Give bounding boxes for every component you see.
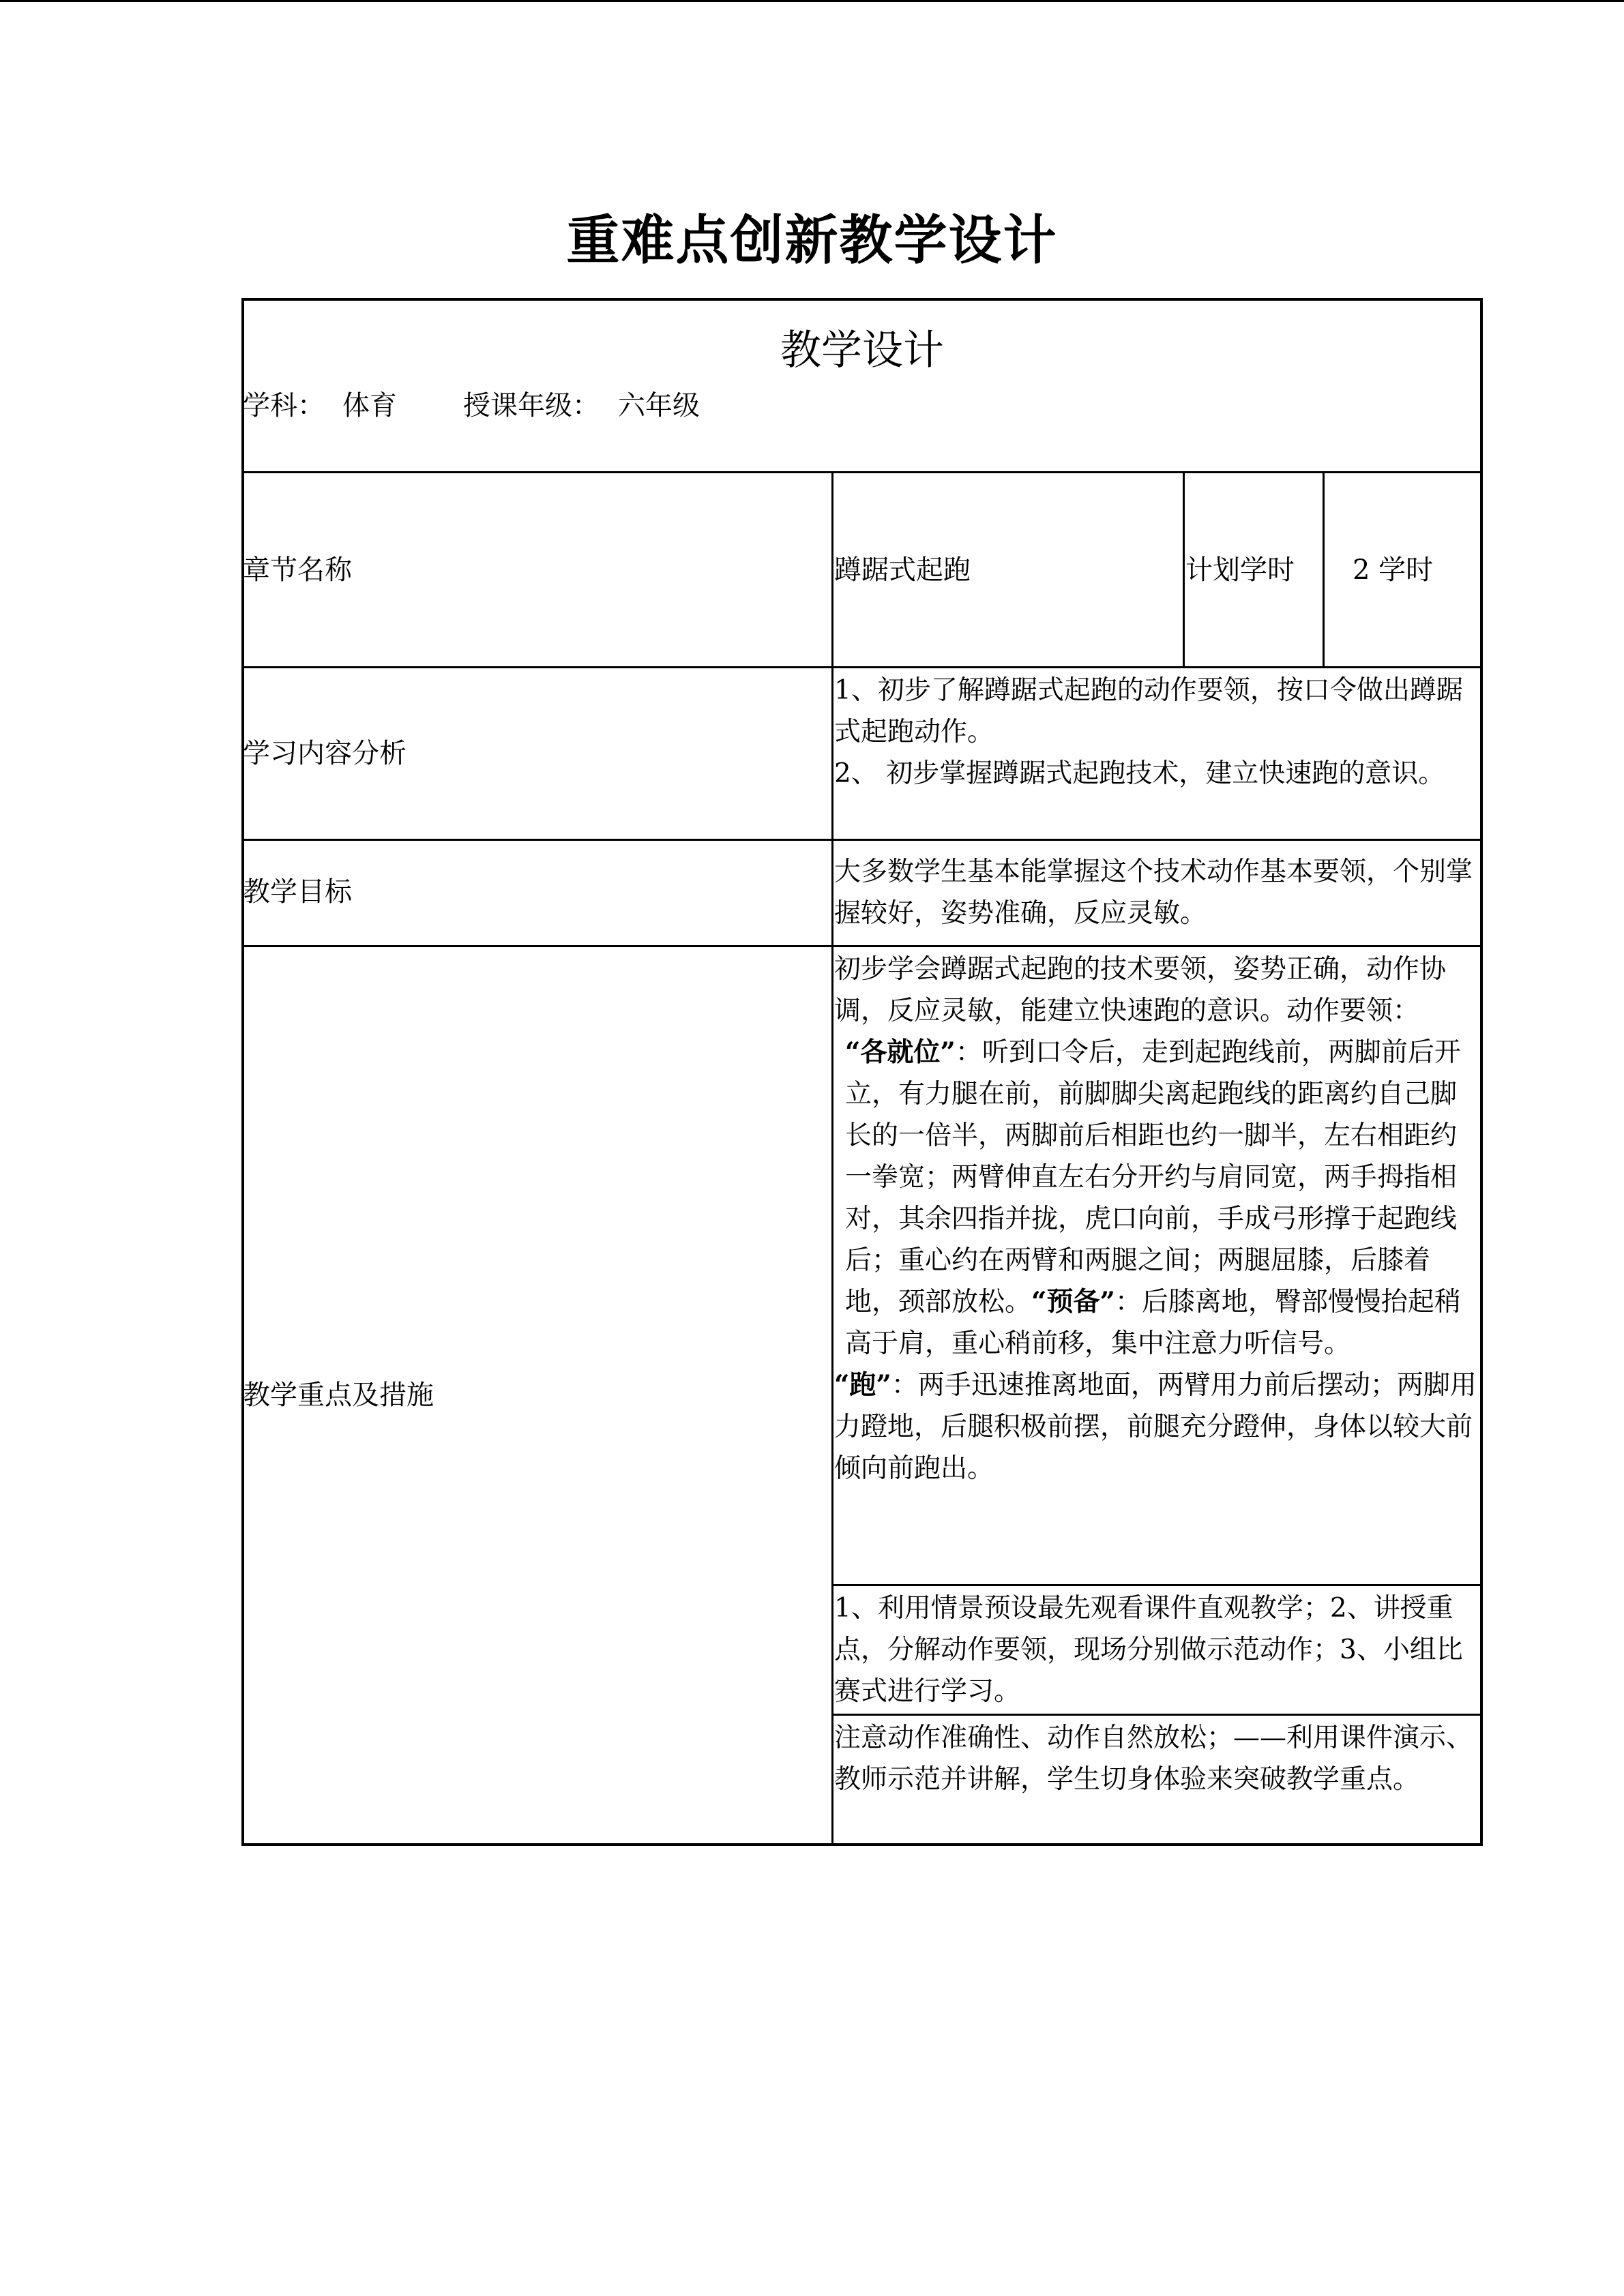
- top-border-line: [0, 0, 1624, 2]
- objectives-label: 教学目标: [243, 876, 352, 908]
- key-points-label: 教学重点及措施: [243, 1380, 434, 1411]
- content-analysis-item-2: 2、 初步掌握蹲踞式起跑技术，建立快速跑的意识。: [834, 758, 1445, 789]
- row-divider: [241, 471, 1483, 473]
- teaching-measures-text: 1、利用情景预设最先观看课件直观教学；2、讲授重点，分解动作要领，现场分别做示范动作；3、小组比赛式进行学习。: [834, 1593, 1463, 1707]
- content-analysis-text: [834, 670, 1479, 794]
- go-paragraph: [834, 1365, 1479, 1489]
- objectives-text: 大多数学生基本能掌握这个技术动作基本要领，个别掌握较好，姿势准确，反应灵敏。: [834, 856, 1473, 929]
- column-divider: [1183, 471, 1185, 667]
- ready-paragraph: [834, 1032, 1479, 1365]
- key-points-intro: 初步学会蹲踞式起跑的技术要领，姿势正确，动作协调，反应灵敏，能建立快速跑的意识。动作要领：: [834, 954, 1447, 1026]
- cell-divider: [831, 1584, 1483, 1586]
- ready-text: ：听到口令后，走到起跑线前，两脚前后开立，有力腿在前，前脚脚尖离起跑线的距离约自己脚长的一倍半，两脚前后相距也约一脚半，左右相距约一拳宽；两臂伸直左右分开约与肩同宽，两手拇指相对，其余四指并拢，虎口向前，手成弓形撑于起跑线后；重心约在两臂和两腿之间；两腿屈膝，后膝着地，颈部放松。: [845, 1037, 1461, 1317]
- row-divider: [241, 945, 1483, 947]
- planned-hours-label: 计划学时: [1185, 554, 1295, 586]
- content-analysis-item-1: 1、初步了解蹲踞式起跑的动作要领，按口令做出蹲踞式起跑动作。: [834, 675, 1463, 747]
- go-term: “跑”: [834, 1369, 891, 1401]
- subject-label: 学科：: [243, 390, 325, 421]
- chapter-label: 章节名称: [243, 554, 352, 586]
- key-points-text: [834, 949, 1479, 1489]
- row-divider: [241, 839, 1483, 841]
- content-analysis-label: 学习内容分析: [243, 738, 407, 769]
- set-text: ：后膝离地，臀部慢慢抬起稍高于肩，重心稍前移，集中注意力听信号。: [845, 1287, 1461, 1359]
- go-text: ：两手迅速推离地面，两臂用力前后摆动；两脚用力蹬地，后腿积极前摆，前腿充分蹬伸，身体以较大前倾向前跑出。: [834, 1370, 1477, 1484]
- subject-value: 体育: [342, 390, 397, 421]
- grade-value: 六年级: [618, 390, 700, 421]
- planned-hours-value: 2 学时: [1353, 554, 1434, 586]
- ready-term: “各就位”: [845, 1037, 956, 1068]
- column-divider: [831, 471, 833, 1846]
- document-title: 重难点创新教学设计: [566, 209, 1058, 271]
- row-divider: [241, 666, 1483, 668]
- grade-label: 授课年级：: [463, 390, 600, 421]
- form-title: 教学设计: [780, 327, 944, 374]
- cell-divider: [831, 1714, 1483, 1716]
- column-divider: [1323, 471, 1325, 667]
- teaching-notes-text: 注意动作准确性、动作自然放松；——利用课件演示、教师示范并讲解，学生切身体验来突破教学重点。: [834, 1723, 1473, 1795]
- chapter-value: 蹲踞式起跑: [834, 554, 971, 586]
- set-term: “预备”: [1031, 1286, 1115, 1317]
